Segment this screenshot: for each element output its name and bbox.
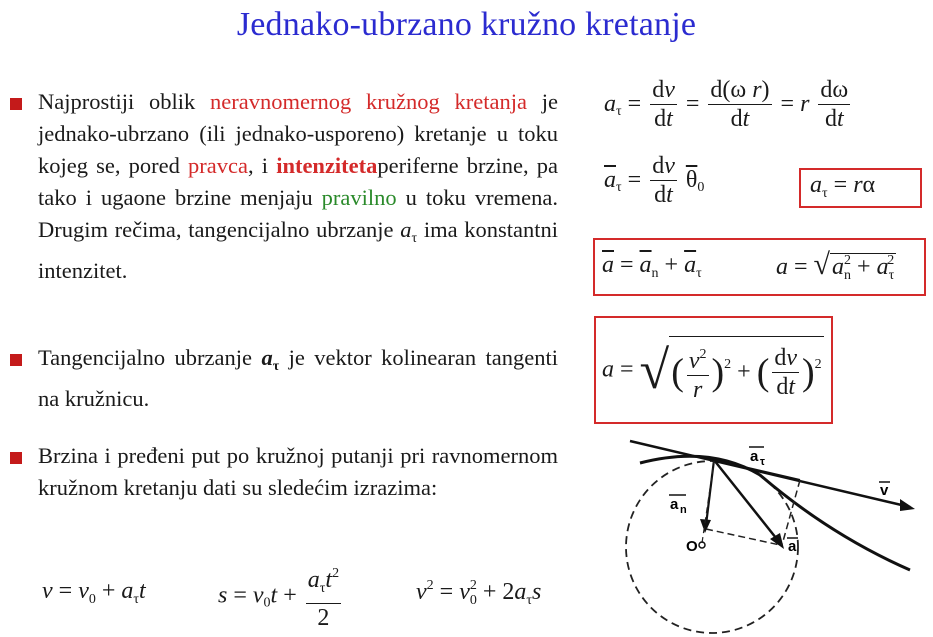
helper-dash-1 (706, 529, 780, 545)
p1-term-direction: pravca (188, 153, 248, 178)
p1-text-2: je jednako-ubrzano (ili jednako-usporeno) kretanje u toku kojeg se, pored (38, 89, 558, 178)
equation-s: $s = v_0t$ + $\frac{a_\tau t^2}{2}$ (218, 560, 344, 632)
equation-a-tau-derivative: $a_\tau$ = $\frac{dv}{dt}$ = $\frac{\text{d(ω r)}}{dt}$ = r $\frac{d\omega}{dt}$ (604, 77, 849, 132)
label-O: O (686, 538, 698, 555)
p1-text-1: Najprostiji oblik (38, 89, 211, 114)
p1-text-5: u toku vremena. Drugim rečima, tangencijalno ubrzanje (38, 185, 558, 242)
p1-term-nonuniform: neravnomernog kružnog kretanja (210, 89, 527, 114)
p1-symbol-tau: τ (411, 231, 418, 246)
p2-text-1: Tangencijalno ubrzanje (38, 345, 262, 370)
label-n: n (680, 504, 687, 516)
p3-text: Brzina i pređeni put po kružnoj putanji pri ravnomernom kružnom kretanju dati su sledećim izrazima: (38, 443, 558, 500)
slide-title: Jednako-ubrzano kružno kretanje (236, 6, 697, 43)
equation-a-magnitude: $a = √a_n^2 + a_\tau^2$ (776, 248, 895, 283)
p1-text-3: , i (248, 153, 277, 178)
p1-term-intensity: intenziteta (276, 153, 378, 178)
paragraph-2 (38, 342, 558, 415)
p1-symbol-a: a (400, 217, 412, 242)
p2-symbol-tau: τ (272, 359, 280, 374)
bullet-marker-3 (10, 452, 22, 464)
equation-a-tau-vector: $\overline{a}_\tau$ = $\frac{dv}{dt}$ $\overline{\theta}_0$ (604, 153, 705, 208)
a-arrowhead (770, 533, 784, 549)
paragraph-3 (38, 440, 558, 504)
p2-text-2: je vektor kolinearan tangenti na kružnicu. (38, 345, 558, 411)
p1-text-4: periferne brzine, pa tako i ugaone brzine menjaju (38, 153, 558, 210)
equation-v2: $v^2 = v_0^2 + 2a_\tau s$ (416, 578, 542, 608)
paragraph-1 (38, 86, 558, 287)
p1-text-6: ima konstantni intenzitet. (38, 217, 558, 283)
label-tau: τ (760, 456, 765, 468)
bullet-marker-1 (10, 98, 22, 110)
label-v: v (880, 482, 889, 499)
bullet-marker-2 (10, 354, 22, 366)
p1-term-regular: pravilno (321, 185, 397, 210)
kinematic-equations: $v = v_0 + a_\tau t$ (42, 578, 146, 607)
equation-a-tau-r-alpha: $a_\tau = r\alpha$ (810, 172, 876, 201)
equation-a-sum: $\overline{a} = \overline{a}_n + \overline{a}_\tau$ (602, 252, 702, 281)
label-a-tau: a (750, 448, 759, 465)
label-a: a (788, 538, 797, 555)
v-arrowhead (900, 499, 915, 511)
p2-symbol-a: a (261, 345, 273, 370)
acceleration-diagram (610, 425, 930, 635)
equation-a-full: a = √( $\frac{v^2}{r}$ )$^2$ + ( $\frac{dv}{dt}$ )$^2$ (602, 336, 824, 404)
label-a-n: a (670, 496, 679, 513)
